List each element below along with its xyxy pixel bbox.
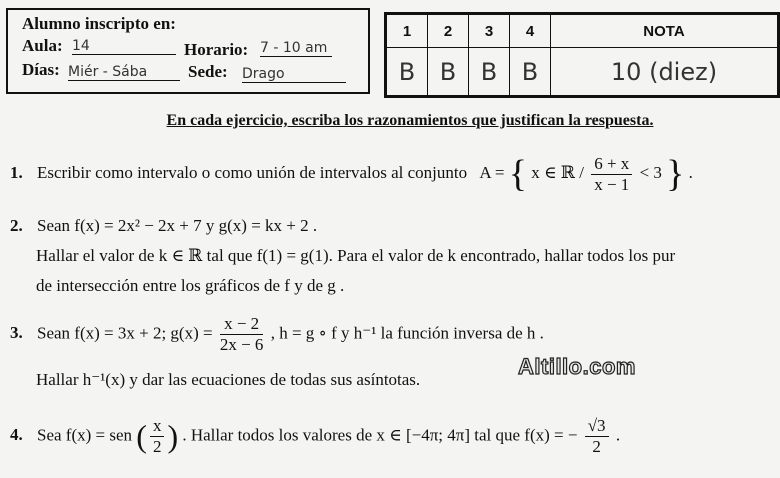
exercise-2-line3: de intersección entre los gráficos de f y de g . [36, 276, 345, 295]
horario-label: Horario: [184, 40, 249, 59]
grades-value-row [387, 48, 778, 96]
enrollment-box [6, 8, 370, 94]
grade-value-nota: 10 (diez) [551, 48, 778, 96]
horario-value: 7 - 10 am [260, 40, 332, 57]
brace-open: { [508, 153, 528, 195]
exercise-4 [10, 416, 620, 457]
grade-value-1: B [387, 48, 428, 96]
exercise-1-number: 1. [10, 162, 23, 182]
exercise-2 [10, 216, 317, 236]
exercise-1-set-lhs: A = [479, 162, 505, 182]
sede-label: Sede: [188, 62, 228, 81]
instructions [0, 112, 780, 130]
exercise-1-text: Escribir como intervalo o como unión de intervalos al conjunto [37, 162, 468, 182]
grade-col-2: 2 [428, 15, 469, 48]
aula-label: Aula: [22, 36, 63, 55]
exercise-1-fraction [591, 154, 632, 195]
exercise-4-pre: Sea f(x) = sen [37, 425, 133, 445]
grades-table [386, 14, 778, 96]
exercise-3-fraction [220, 314, 264, 355]
enrolled-label: Alumno inscripto en: [22, 14, 176, 33]
exercise-3-frac-num: x − 2 [220, 314, 264, 335]
dias-value: Miér - Sába [68, 64, 180, 81]
exercise-3-post: , h = g ∘ f y h⁻¹ la función inversa de h . [270, 323, 544, 343]
exercise-3-pre: Sean f(x) = 3x + 2; g(x) = [37, 323, 213, 343]
grade-col-nota: NOTA [551, 15, 778, 48]
paren-open: ( [136, 418, 147, 454]
grade-value-3: B [469, 48, 510, 96]
exercise-4-fraction [150, 416, 165, 457]
aula-value: 14 [72, 38, 176, 55]
grade-value-2: B [428, 48, 469, 96]
grade-value-4: B [510, 48, 551, 96]
exercise-1-frac-den: x − 1 [594, 174, 630, 194]
paren-close: ) [167, 418, 179, 454]
exercise-4-frac-den: 2 [152, 437, 162, 456]
exercise-4-fraction-2 [585, 416, 609, 457]
exercise-4-mid: . Hallar todos los valores de x ∈ [−4π; 4π] tal que f(x) = − [182, 425, 578, 445]
grades-header-row [387, 15, 778, 48]
exercise-4-frac2-den: 2 [592, 437, 601, 456]
exercise-1-set-cond: x ∈ ℝ / [531, 162, 584, 182]
instructions-text: En cada ejercicio, escriba los razonamientos que justifican la respuesta. [166, 112, 654, 129]
exercise-4-end: . [615, 425, 621, 445]
exercise-3-frac-den: 2x − 6 [219, 335, 264, 354]
exercise-1-ineq: < 3 [639, 162, 662, 182]
brace-close: } [666, 153, 685, 195]
grade-col-4: 4 [510, 15, 551, 48]
exercise-3-line2: Hallar h⁻¹(x) y dar las ecuaciones de todas sus asíntotas. [36, 370, 421, 389]
exercise-4-frac-num: x [150, 416, 165, 437]
exercise-2-number: 2. [10, 216, 23, 235]
exercise-1 [10, 152, 693, 196]
sede-value: Drago [242, 66, 346, 83]
exercise-2-line1: Sean f(x) = 2x² − 2x + 7 y g(x) = kx + 2 . [37, 216, 318, 235]
grades-box [384, 12, 780, 98]
exercise-4-number: 4. [10, 425, 23, 445]
grade-col-1: 1 [387, 15, 428, 48]
exercise-1-frac-num: 6 + x [591, 154, 632, 175]
dias-label: Días: [22, 60, 60, 79]
grade-col-3: 3 [469, 15, 510, 48]
exercise-4-frac2-num: √3 [585, 416, 609, 437]
exercise-3-number: 3. [10, 323, 23, 343]
exercise-2-line2: Hallar el valor de k ∈ ℝ tal que f(1) = g(1). Para el valor de k encontrado, hallar todos los pur [36, 246, 676, 265]
exercise-1-end: . [688, 162, 693, 182]
altillo-watermark: Altillo.com [518, 354, 636, 379]
exercise-3 [10, 314, 544, 355]
